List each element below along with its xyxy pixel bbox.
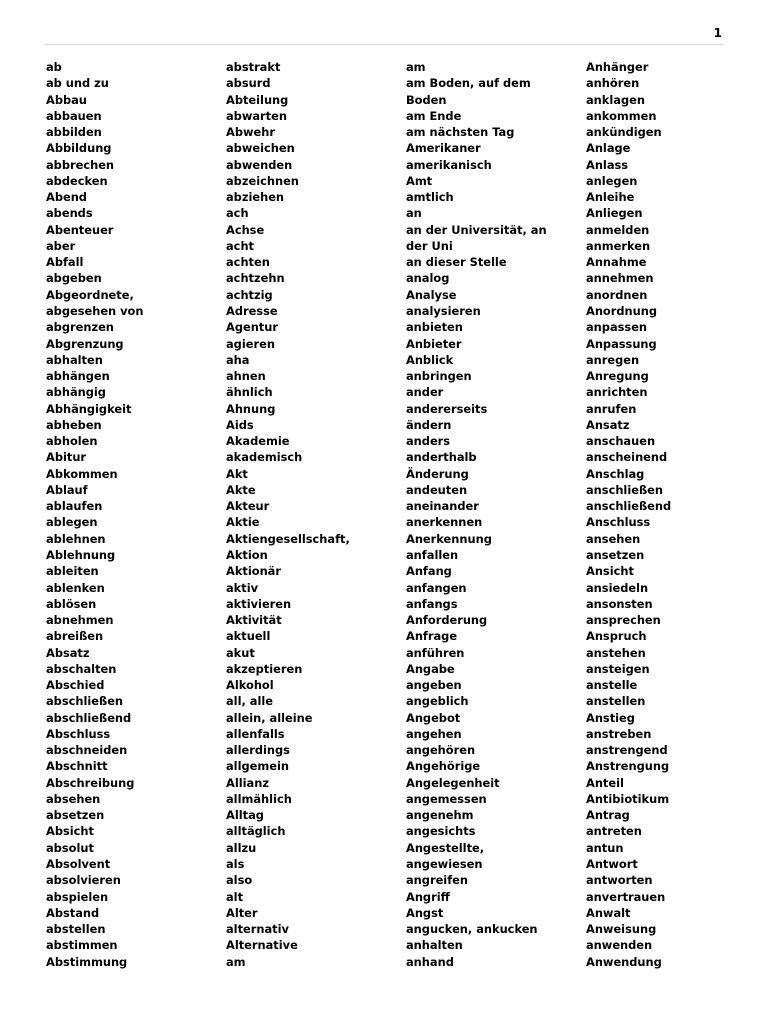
word-entry: Änderung xyxy=(406,466,469,481)
word-entry: anfangen xyxy=(406,580,467,595)
word-entry: Anliegen xyxy=(586,206,643,221)
word-entry: anmerken xyxy=(586,238,651,253)
word-entry: ansiedeln xyxy=(586,580,649,595)
word-entry: ansetzen xyxy=(586,547,645,562)
word-entry: amtlich xyxy=(406,190,454,205)
word-entry: absolvieren xyxy=(46,873,121,888)
word-entry: ab und zu xyxy=(46,76,109,91)
word-entry: abhängen xyxy=(46,369,110,384)
word-entry: anscheinend xyxy=(586,450,668,465)
word-entry: Abbau xyxy=(46,92,87,107)
word-entry: anrichten xyxy=(586,385,648,400)
word-entry: anklagen xyxy=(586,92,645,107)
word-entry: allein, alleine xyxy=(226,710,313,725)
word-entry: Angst xyxy=(406,905,444,920)
word-entry: am Boden, auf dem xyxy=(406,76,531,91)
word-entry: Anleihe xyxy=(586,190,635,205)
word-entry: abwarten xyxy=(226,108,287,123)
word-entry: Abenteuer xyxy=(46,222,114,237)
word-entry: Angebot xyxy=(406,710,461,725)
word-entry: angeben xyxy=(406,678,462,693)
word-entry: Aktionär xyxy=(226,564,281,579)
word-entry: ansprechen xyxy=(586,613,661,628)
word-entry: Ansicht xyxy=(586,564,634,579)
word-entry: Absicht xyxy=(46,824,94,839)
word-entry: anbringen xyxy=(406,369,472,384)
word-entry: Anblick xyxy=(406,352,454,367)
word-entry: Anbieter xyxy=(406,336,462,351)
word-entry: Abstand xyxy=(46,905,100,920)
word-entry: abhängig xyxy=(46,385,106,400)
word-entry: abwenden xyxy=(226,157,293,172)
word-entry: Abend xyxy=(46,190,87,205)
word-entry: anbieten xyxy=(406,320,463,335)
word-entry: angemessen xyxy=(406,791,487,806)
word-entry: Amt xyxy=(406,173,433,188)
word-entry: Boden xyxy=(406,92,447,107)
word-column-4 xyxy=(586,59,764,970)
word-entry: ablösen xyxy=(46,596,97,611)
word-entry: Abkommen xyxy=(46,466,118,481)
word-entry: Abgeordnete, xyxy=(46,287,134,302)
word-entry: Alkohol xyxy=(226,678,274,693)
word-entry: anlegen xyxy=(586,173,638,188)
word-entry: ansehen xyxy=(586,531,641,546)
word-entry: Anteil xyxy=(586,775,624,790)
word-entry: anstelle xyxy=(586,678,638,693)
word-entry: Aktiengesellschaft, xyxy=(226,531,350,546)
word-entry: Anfang xyxy=(406,564,452,579)
word-entry: Antrag xyxy=(586,808,630,823)
word-entry: abschneiden xyxy=(46,743,128,758)
page-number: 1 xyxy=(713,26,722,40)
word-entry: der Uni xyxy=(406,238,453,253)
word-entry: Antwort xyxy=(586,857,638,872)
word-entry: annehmen xyxy=(586,271,654,286)
word-entry: achtzig xyxy=(226,287,273,302)
word-entry: absehen xyxy=(46,791,101,806)
word-entry: abgrenzen xyxy=(46,320,114,335)
word-entry: absolut xyxy=(46,840,94,855)
word-entry: Angehörige xyxy=(406,759,481,774)
word-entry: Alternative xyxy=(226,938,298,953)
word-entry: Alter xyxy=(226,905,258,920)
word-entry: anrufen xyxy=(586,401,637,416)
word-entry: Anschlag xyxy=(586,466,645,481)
word-entry: analog xyxy=(406,271,450,286)
word-entry: Anschluss xyxy=(586,515,651,530)
word-entry: Alltag xyxy=(226,808,264,823)
word-entry: Absolvent xyxy=(46,857,111,872)
word-entry: abdecken xyxy=(46,173,108,188)
word-entry: Anwalt xyxy=(586,905,631,920)
word-entry: Abbildung xyxy=(46,141,112,156)
word-entry: anstreben xyxy=(586,726,652,741)
word-entry: anregen xyxy=(586,352,640,367)
word-entry: Amerikaner xyxy=(406,141,481,156)
word-entry: ablenken xyxy=(46,580,105,595)
word-entry: anschließen xyxy=(586,482,663,497)
word-entry: Akte xyxy=(226,482,256,497)
word-entry: anwenden xyxy=(586,938,653,953)
word-entry: abschließen xyxy=(46,694,124,709)
word-entry: am nächsten Tag xyxy=(406,125,515,140)
word-entry: akzeptieren xyxy=(226,661,303,676)
word-entry: achten xyxy=(226,255,270,270)
word-entry: acht xyxy=(226,238,254,253)
word-entry: Anhänger xyxy=(586,60,649,74)
word-entry: Adresse xyxy=(226,303,278,318)
word-entry: Angestellte, xyxy=(406,840,485,855)
word-entry: ändern xyxy=(406,417,452,432)
word-entry: angewiesen xyxy=(406,857,483,872)
word-entry: ansteigen xyxy=(586,661,650,676)
word-entry: aber xyxy=(46,238,76,253)
word-entry: Annahme xyxy=(586,255,647,270)
word-entry: anhören xyxy=(586,76,640,91)
word-entry: Abstimmung xyxy=(46,954,128,969)
word-entry: angesichts xyxy=(406,824,476,839)
word-entry: an dieser Stelle xyxy=(406,255,507,270)
word-entry: aktivieren xyxy=(226,596,292,611)
word-entry: anstrengend xyxy=(586,743,668,758)
word-column-1 xyxy=(46,59,224,970)
word-entry: Akteur xyxy=(226,499,270,514)
word-entry: absurd xyxy=(226,76,271,91)
word-entry: ander xyxy=(406,385,444,400)
word-entry: Abschnitt xyxy=(46,759,108,774)
word-entry: allzu xyxy=(226,840,257,855)
word-entry: Angriff xyxy=(406,889,450,904)
word-entry: ach xyxy=(226,206,249,221)
word-entry: Abgrenzung xyxy=(46,336,124,351)
word-entry: anführen xyxy=(406,645,465,660)
word-entry: anderthalb xyxy=(406,450,477,465)
word-entry: analysieren xyxy=(406,303,481,318)
word-entry: ankündigen xyxy=(586,125,662,140)
word-entry: Aktivität xyxy=(226,613,282,628)
word-column-3 xyxy=(406,59,584,970)
word-entry: Ansatz xyxy=(586,417,630,432)
word-entry: Abschied xyxy=(46,678,105,693)
word-entry: abbrechen xyxy=(46,157,115,172)
word-entry: abweichen xyxy=(226,141,295,156)
word-entry: abreißen xyxy=(46,629,104,644)
word-entry: antreten xyxy=(586,824,642,839)
word-entry: allenfalls xyxy=(226,726,285,741)
word-entry: ablaufen xyxy=(46,499,103,514)
word-entry: Abwehr xyxy=(226,125,275,140)
word-entry: abbilden xyxy=(46,125,102,140)
word-entry: Abfall xyxy=(46,255,84,270)
word-entry: Anerkennung xyxy=(406,531,492,546)
word-entry: ablehnen xyxy=(46,531,106,546)
word-entry: Abteilung xyxy=(226,92,289,107)
word-entry: ansonsten xyxy=(586,596,653,611)
word-entry: antun xyxy=(586,840,624,855)
word-entry: Achse xyxy=(226,222,265,237)
word-entry: abgesehen von xyxy=(46,303,144,318)
word-entry: achtzehn xyxy=(226,271,285,286)
word-entry: anschließend xyxy=(586,499,672,514)
word-entry: Anweisung xyxy=(586,922,657,937)
word-entry: Anpassung xyxy=(586,336,657,351)
word-entry: Anlage xyxy=(586,141,631,156)
word-entry: abhalten xyxy=(46,352,103,367)
word-entry: allerdings xyxy=(226,743,290,758)
word-entry: Aktion xyxy=(226,547,268,562)
word-entry: Anspruch xyxy=(586,629,647,644)
word-entry: abholen xyxy=(46,434,98,449)
word-entry: aktiv xyxy=(226,580,259,595)
word-entry: andererseits xyxy=(406,401,488,416)
word-entry: aktuell xyxy=(226,629,271,644)
word-entry: angehen xyxy=(406,726,462,741)
word-entry: anfallen xyxy=(406,547,459,562)
word-entry: ab xyxy=(46,60,62,74)
word-entry: anfangs xyxy=(406,596,458,611)
word-entry: ahnen xyxy=(226,369,266,384)
word-column-2 xyxy=(226,59,404,970)
word-entry: anders xyxy=(406,434,451,449)
word-entry: angucken, ankucken xyxy=(406,922,538,937)
word-entry: Ablauf xyxy=(46,482,88,497)
word-entry: Anordnung xyxy=(586,303,658,318)
word-entry: Anstieg xyxy=(586,710,635,725)
word-entry: ankommen xyxy=(586,108,657,123)
word-entry: abzeichnen xyxy=(226,173,299,188)
word-list xyxy=(46,59,726,979)
word-entry: abspielen xyxy=(46,889,109,904)
word-entry: Akademie xyxy=(226,434,290,449)
word-entry: antworten xyxy=(586,873,653,888)
word-entry: allmählich xyxy=(226,791,292,806)
word-entry: anerkennen xyxy=(406,515,483,530)
word-entry: Allianz xyxy=(226,775,269,790)
word-entry: Anlass xyxy=(586,157,629,172)
word-entry: abgeben xyxy=(46,271,102,286)
word-entry: alternativ xyxy=(226,922,289,937)
word-entry: Antibiotikum xyxy=(586,791,670,806)
word-entry: Anforderung xyxy=(406,613,488,628)
word-entry: alltäglich xyxy=(226,824,286,839)
word-entry: aha xyxy=(226,352,250,367)
word-entry: anordnen xyxy=(586,287,648,302)
header-rule xyxy=(44,44,724,45)
word-entry: Anstrengung xyxy=(586,759,670,774)
word-entry: akademisch xyxy=(226,450,303,465)
word-entry: abbauen xyxy=(46,108,102,123)
word-entry: ähnlich xyxy=(226,385,273,400)
word-entry: allgemein xyxy=(226,759,289,774)
word-entry: abstimmen xyxy=(46,938,118,953)
word-entry: Angelegenheit xyxy=(406,775,500,790)
word-entry: Akt xyxy=(226,466,248,481)
word-entry: Analyse xyxy=(406,287,457,302)
word-entry: angeblich xyxy=(406,694,469,709)
word-entry: anhalten xyxy=(406,938,463,953)
word-entry: anhand xyxy=(406,954,454,969)
word-entry: abnehmen xyxy=(46,613,114,628)
word-entry: all, alle xyxy=(226,694,274,709)
word-entry: amerikanisch xyxy=(406,157,492,172)
word-entry: anmelden xyxy=(586,222,650,237)
word-entry: Abitur xyxy=(46,450,87,465)
word-entry: anstellen xyxy=(586,694,646,709)
word-entry: angreifen xyxy=(406,873,468,888)
word-entry: abschließend xyxy=(46,710,132,725)
word-entry: Abschluss xyxy=(46,726,111,741)
word-entry: anpassen xyxy=(586,320,648,335)
word-entry: agieren xyxy=(226,336,275,351)
word-entry: Ahnung xyxy=(226,401,276,416)
word-entry: alt xyxy=(226,889,244,904)
word-entry: Agentur xyxy=(226,320,278,335)
word-entry: abschalten xyxy=(46,661,117,676)
word-entry: an der Universität, an xyxy=(406,222,547,237)
word-entry: also xyxy=(226,873,253,888)
word-entry: abstrakt xyxy=(226,60,281,74)
word-entry: Anregung xyxy=(586,369,649,384)
word-entry: ableiten xyxy=(46,564,99,579)
word-entry: als xyxy=(226,857,245,872)
word-entry: Angabe xyxy=(406,661,455,676)
word-entry: Ablehnung xyxy=(46,547,116,562)
word-entry: abstellen xyxy=(46,922,106,937)
word-entry: Aids xyxy=(226,417,254,432)
word-entry: Anfrage xyxy=(406,629,458,644)
word-entry: abends xyxy=(46,206,93,221)
word-entry: am Ende xyxy=(406,108,462,123)
word-entry: Abschreibung xyxy=(46,775,135,790)
word-entry: Aktie xyxy=(226,515,260,530)
word-entry: anvertrauen xyxy=(586,889,666,904)
word-entry: aneinander xyxy=(406,499,479,514)
word-entry: Absatz xyxy=(46,645,90,660)
word-entry: angenehm xyxy=(406,808,474,823)
word-entry: Abhängigkeit xyxy=(46,401,132,416)
word-entry: andeuten xyxy=(406,482,468,497)
word-entry: anstehen xyxy=(586,645,646,660)
word-entry: an xyxy=(406,206,422,221)
word-entry: abziehen xyxy=(226,190,285,205)
word-entry: am xyxy=(406,60,426,74)
word-entry: angehören xyxy=(406,743,476,758)
word-entry: abheben xyxy=(46,417,102,432)
word-entry: akut xyxy=(226,645,255,660)
word-entry: absetzen xyxy=(46,808,105,823)
word-entry: Anwendung xyxy=(586,954,662,969)
word-entry: am xyxy=(226,954,246,969)
word-entry: ablegen xyxy=(46,515,98,530)
word-entry: anschauen xyxy=(586,434,656,449)
